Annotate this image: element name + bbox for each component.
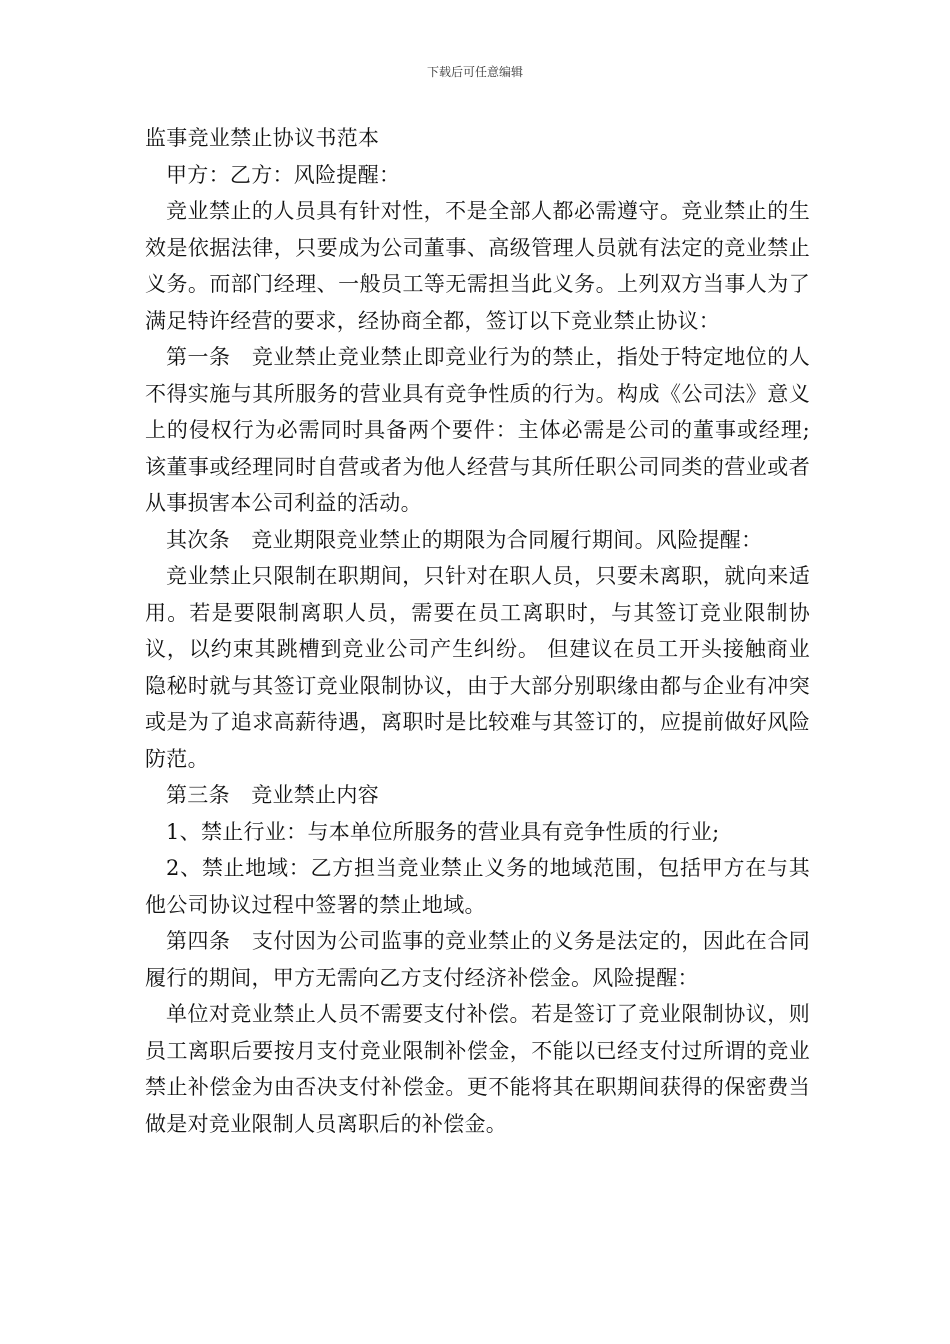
article-3-item-1: 1、禁止行业：与本单位所服务的营业具有竞争性质的行业;	[166, 819, 720, 844]
article-1-paragraph: 第一条 竞业禁止竞业禁止即竞业行为的禁止，指处于特定地位的人不得实施与其所服务的营业具有竞争性质的行为。构成《公司法》意义上的侵权行为必需同时具备两个要件：主体必需是公司的董事或经理;该董事或经理同时自营或者为他人经营与其所任职公司同类的营业或者从事损害本公司利益的活动。	[145, 345, 810, 515]
document-title: 监事竞业禁止协议书范本	[145, 126, 380, 150]
page-header-note: 下载后可任意编辑	[426, 65, 523, 79]
risk-reminder-paragraph: 竞业禁止的人员具有针对性，不是全部人都必需遵守。竞业禁止的生效是依据法律，只要成为公司董事、高级管理人员就有法定的竞业禁止义务。而部门经理、一般员工等无需担当此义务。上列双方当事人为了满足特许经营的要求，经协商全都，签订以下竞业禁止协议：	[145, 199, 810, 333]
article-2-risk-paragraph: 竞业禁止只限制在职期间，只针对在职人员，只要未离职，就向来适用。若是要限制离职人员，需要在员工离职时，与其签订竞业限制协议，以约束其跳槽到竞业公司产生纠纷。 但建议在员工开头接触商业隐秘时就与其签订竞业限制协议，由于大部分别职缘由都与企业有冲突或是为了追求高薪待遇，离职时是比较难与其签订的，应提前做好风险防范。	[145, 564, 810, 771]
article-2-paragraph: 其次条 竞业期限竞业禁止的期限为合同履行期间。风险提醒：	[166, 527, 763, 552]
article-4-paragraph: 第四条 支付因为公司监事的竞业禁止的义务是法定的，因此在合同履行的期间，甲方无需向乙方支付经济补偿金。风险提醒：	[145, 929, 810, 990]
document-body	[145, 120, 810, 1142]
parties-line: 甲方：乙方：风险提醒：	[166, 162, 401, 187]
article-3-item-2: 2、禁止地域：乙方担当竞业禁止义务的地域范围，包括甲方在与其他公司协议过程中签署的禁止地域。	[145, 856, 810, 917]
article-4-risk-paragraph: 单位对竞业禁止人员不需要支付补偿。若是签订了竞业限制协议，则员工离职后要按月支付竞业限制补偿金，不能以已经支付过所谓的竞业禁止补偿金为由否决支付补偿金。更不能将其在职期间获得的保密费当做是对竞业限制人员离职后的补偿金。	[145, 1002, 810, 1136]
article-3-heading: 第三条 竞业禁止内容	[166, 783, 379, 807]
